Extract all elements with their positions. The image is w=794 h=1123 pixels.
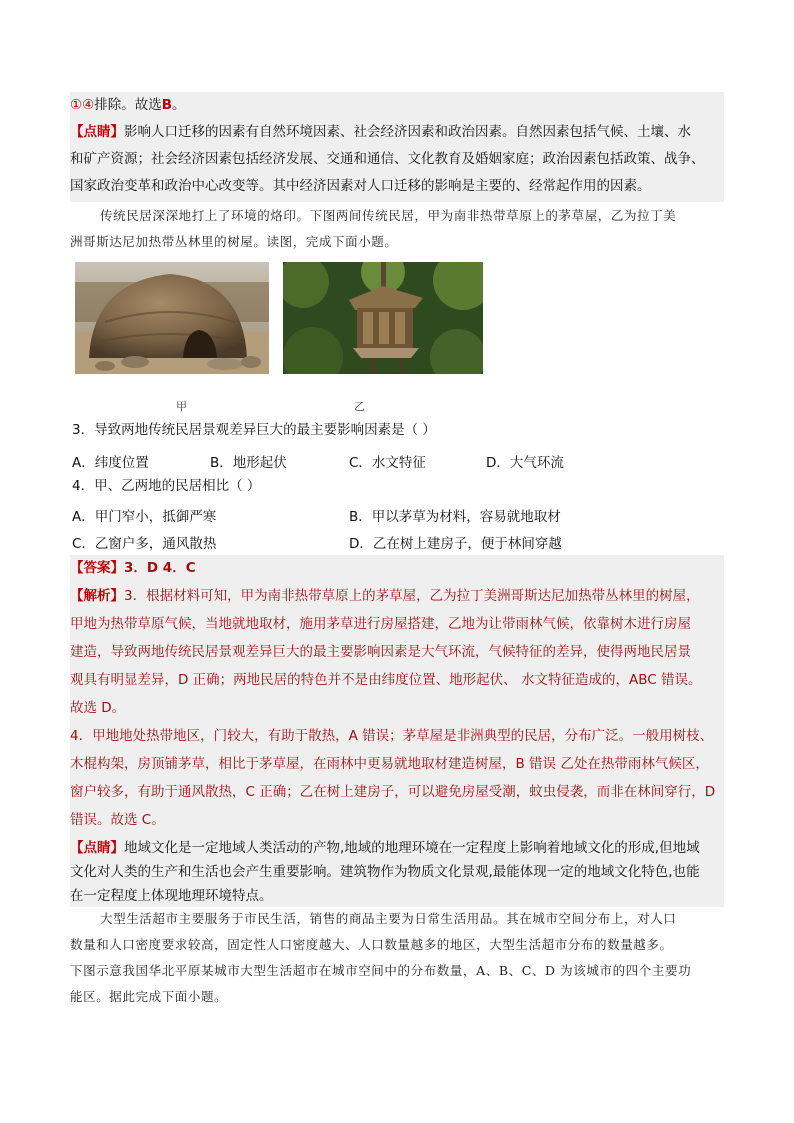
q3-option-d: D．大气环流 bbox=[486, 455, 564, 471]
question-4-stem: 4．甲、乙两地的民居相比（ ） bbox=[72, 478, 261, 494]
intro1-line-1: 传统民居深深地打上了环境的烙印。下图两间传统民居，甲为南非热带草原上的茅草屋，乙为拉丁美 bbox=[100, 208, 677, 223]
intro2-line-4: 能区。据此完成下面小题。 bbox=[70, 989, 228, 1004]
q4-option-c: C．乙窗户多，通风散热 bbox=[72, 536, 217, 552]
material-intro-1 bbox=[70, 203, 724, 255]
intro1-line-2: 洲哥斯达尼加热带丛林里的树屋。读图，完成下面小题。 bbox=[70, 234, 398, 249]
analysis-p1-4: 观具有明显差异，D 正确；两地民居的特色并不是由纬度位置、地形起伏、 水文特征造成的，ABC 错误。 bbox=[70, 672, 702, 688]
caption-right: 乙 bbox=[354, 400, 365, 413]
q4-option-a: A．甲门窄小，抵御严寒 bbox=[72, 509, 217, 525]
previous-answer-block bbox=[70, 92, 724, 202]
conclusion-line bbox=[70, 92, 186, 118]
tip2-line-2: 文化对人类的生产和生活也会产生重要影响。建筑物作为物质文化景观,最能体现一定的地域文化特色,也能 bbox=[70, 864, 700, 880]
analysis-p2-1: 4．甲地地处热带地区，门较大，有助于散热，A 错误；茅草屋是非洲典型的民居，分布广泛。一般用树枝、 bbox=[70, 728, 714, 744]
tip2-line-3: 在一定程度上体现地理环境特点。 bbox=[70, 888, 273, 904]
caption-left: 甲 bbox=[176, 400, 187, 413]
conclusion-answer: B bbox=[161, 97, 173, 113]
q3-option-b: B．地形起伏 bbox=[210, 455, 287, 471]
tip2-line-1 bbox=[70, 835, 700, 861]
answer-block bbox=[70, 555, 724, 907]
question-3-stem: 3．导致两地传统民居景观差异巨大的最主要影响因素是（ ） bbox=[72, 422, 436, 438]
thatched-hut-photo bbox=[75, 262, 269, 374]
answer-text: 3．D 4．C bbox=[124, 560, 196, 576]
tip2-text-1: 地域文化是一定地域人类活动的产物,地域的地理环境在一定程度上影响着地域文化的形成,但地域 bbox=[124, 840, 700, 856]
excluded-marks: ①④ bbox=[70, 97, 95, 113]
analysis-p1-3: 建造，导致两地传统民居景观差异巨大的最主要影响因素是大气环流，气候特征的差异，使得两地民居景 bbox=[70, 644, 691, 660]
tip-label: 【点睛】 bbox=[70, 124, 124, 140]
intro2-line-3: 下图示意我国华北平原某城市大型生活超市在城市空间中的分布数量，A、B、C、D 为该城市的四个主要功 bbox=[70, 963, 692, 978]
intro2-line-1: 大型生活超市主要服务于市民生活，销售的商品主要为日常生活用品。其在城市空间分布上，对人口 bbox=[100, 911, 677, 926]
analysis-p2-3: 窗户较多，有助于通风散热，C 正确；乙在树上建房子，可以避免房屋受潮，蚊虫侵袭，而非在林间穿行，D bbox=[70, 784, 716, 800]
answer-label: 【答案】 bbox=[70, 560, 124, 576]
tree-house-photo bbox=[283, 262, 483, 374]
q4-option-d: D．乙在树上建房子，便于林间穿越 bbox=[349, 536, 562, 552]
analysis-p1-2: 甲地为热带草原气候，当地就地取材，施用茅草进行房屋搭建，乙地为让带雨林气候，依靠树木进行房屋 bbox=[70, 616, 691, 632]
analysis-label: 【解析】 bbox=[70, 588, 124, 604]
q3-option-c: C．水文特征 bbox=[349, 455, 426, 471]
tip2-label: 【点睛】 bbox=[70, 840, 124, 856]
tip-line-2: 和矿产资源；社会经济因素包括经济发展、交通和通信、文化教育及婚姻家庭；政治因素包括政策、战争、 bbox=[70, 151, 705, 167]
intro2-line-2: 数量和人口密度要求较高，固定性人口密度越大、人口数量越多的地区，大型生活超市分布的数量越多。 bbox=[70, 937, 673, 952]
analysis-line-1 bbox=[70, 583, 700, 609]
q3-option-a: A．纬度位置 bbox=[72, 455, 149, 471]
analysis-p2-2: 木棍构架，房顶铺茅草，相比于茅草屋，在雨林中更易就地取材建造树屋，B 错误 乙处在热带雨林气候区， bbox=[70, 756, 709, 772]
analysis-p1-1: 3．根据材料可知，甲为南非热带草原上的茅草屋，乙为拉丁美洲哥斯达尼加热带丛林里的树屋， bbox=[124, 588, 700, 604]
q4-option-b: B．甲以茅草为材料，容易就地取材 bbox=[349, 509, 561, 525]
conclusion-end: 。 bbox=[172, 97, 186, 113]
tip-text-1: 影响人口迁移的因素有自然环境因素、社会经济因素和政治因素。自然因素包括气候、土壤、水 bbox=[124, 124, 691, 140]
conclusion-text: 排除。故选 bbox=[94, 97, 162, 113]
tip-line-1 bbox=[70, 119, 691, 145]
answer-line bbox=[70, 555, 196, 581]
analysis-p2-4: 错误。故选 C。 bbox=[70, 812, 165, 828]
tip-line-3: 国家政治变革和政治中心改变等。其中经济因素对人口迁移的影响是主要的、经常起作用的因素。 bbox=[70, 178, 651, 194]
material-intro-2 bbox=[70, 906, 724, 1010]
analysis-p1-5: 故选 D。 bbox=[70, 700, 126, 716]
